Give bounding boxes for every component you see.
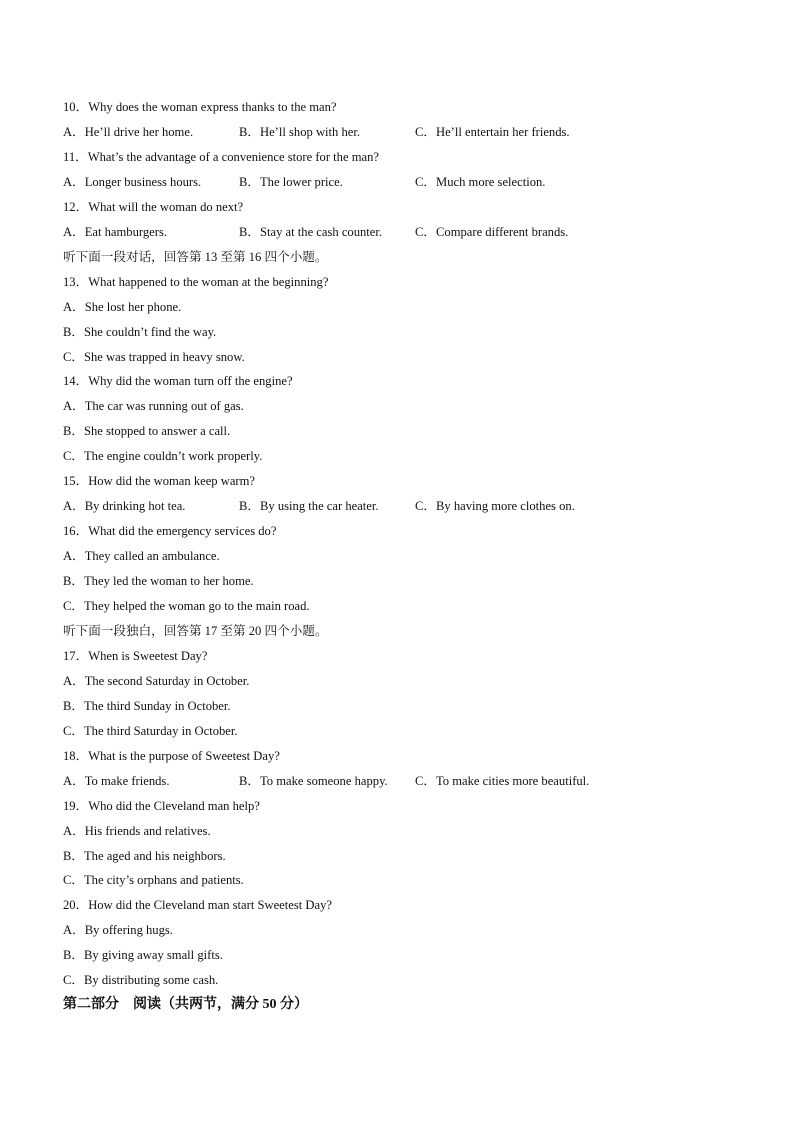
option-a: A．He’ll drive her home. <box>63 125 194 139</box>
option-line: B．The third Sunday in October. <box>63 698 231 713</box>
option-b: B．The lower price. <box>239 174 343 189</box>
option-line: A．They called an ambulance. <box>63 549 220 564</box>
question-text: 16．What did the emergency services do? <box>63 524 277 539</box>
option-line: C．The engine couldn’t work properly. <box>63 449 263 464</box>
option-b: B．To make someone happy. <box>239 773 388 788</box>
option-line: A．The second Saturday in October. <box>63 673 250 688</box>
option-line: C．By distributing some cash. <box>63 973 219 988</box>
option-line: B．She couldn’t find the way. <box>63 324 217 339</box>
option-line: C．The city’s orphans and patients. <box>63 873 244 888</box>
option-c: C．He’ll entertain her friends. <box>415 125 570 139</box>
option-b: B．He’ll shop with her. <box>239 125 361 139</box>
option-a: A．By drinking hot tea. <box>63 499 186 514</box>
option-c: C．By having more clothes on. <box>415 499 575 514</box>
instruction-text: 听下面一段独白，回答第 17 至第 20 四个小题。 <box>63 623 328 638</box>
question-text: 18．What is the purpose of Sweetest Day? <box>63 748 280 763</box>
option-a: A．Longer business hours. <box>63 174 202 189</box>
question-text: 19．Who did the Cleveland man help? <box>63 798 260 813</box>
option-c: C．Much more selection. <box>415 174 546 189</box>
question-text: 13．What happened to the woman at the beginning? <box>63 274 329 289</box>
question-text: 15．How did the woman keep warm? <box>63 474 256 489</box>
option-c: C．Compare different brands. <box>415 224 569 239</box>
option-a: A．Eat hamburgers. <box>63 224 167 239</box>
option-line: B．The aged and his neighbors. <box>63 848 226 863</box>
option-line: A．The car was running out of gas. <box>63 399 244 414</box>
option-line: B．She stopped to answer a call. <box>63 424 231 439</box>
option-line: A．She lost her phone. <box>63 299 182 314</box>
option-b: B．By using the car heater. <box>239 499 379 514</box>
question-text: 12．What will the woman do next? <box>63 199 244 214</box>
instruction-text: 听下面一段对话，回答第 13 至第 16 四个小题。 <box>63 249 328 264</box>
question-text: 20．How did the Cleveland man start Sweetest Day? <box>63 898 332 913</box>
option-line: C．She was trapped in heavy snow. <box>63 349 245 364</box>
option-line: B．They led the woman to her home. <box>63 574 254 588</box>
option-line: A．By offering hugs. <box>63 923 173 938</box>
option-line: C．The third Saturday in October. <box>63 723 238 738</box>
option-c: C．To make cities more beautiful. <box>415 773 590 788</box>
question-text: 10．Why does the woman express thanks to the man? <box>63 100 337 114</box>
option-b: B．Stay at the cash counter. <box>239 224 383 239</box>
option-a: A．To make friends. <box>63 773 170 788</box>
option-line: A．His friends and relatives. <box>63 823 211 838</box>
option-line: B．By giving away small gifts. <box>63 948 223 963</box>
option-line: C．They helped the woman go to the main road. <box>63 599 310 613</box>
section-heading: 第二部分 阅读（共两节，满分 50 分） <box>63 997 308 1012</box>
question-text: 17．When is Sweetest Day? <box>63 648 208 663</box>
question-text: 11．What’s the advantage of a convenience store for the man? <box>63 149 379 164</box>
question-text: 14．Why did the woman turn off the engine? <box>63 374 293 389</box>
